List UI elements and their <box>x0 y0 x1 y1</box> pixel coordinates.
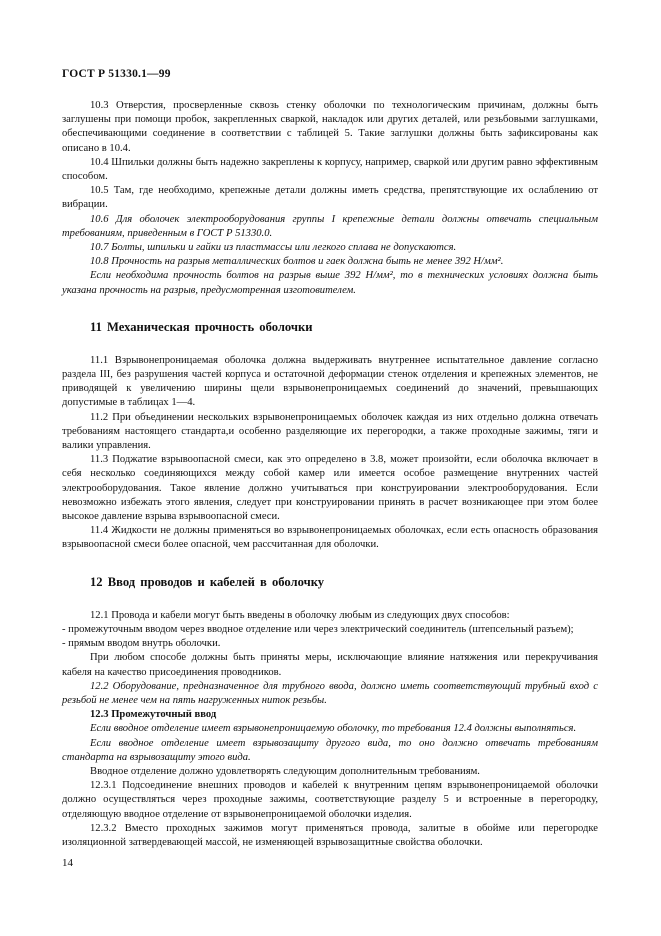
clause-10-4: 10.4 Шпильки должны быть надежно закреплены к корпусу, например, сваркой или другим равно эффективным способом. <box>62 156 598 183</box>
clause-11-3: 11.3 Поджатие взрывоопасной смеси, как это определено в 3.8, может произойти, если оболочка включает в себя несколько соединяющихся между собой камер или имеется особое размещение внутренних частей электрооборудования. Такое явление должно учитываться при конструировании электрооборудования. Если невозможно избежать этого явления, следует при конструировании принять в расчет возникающее при этом более высокое давление взрыва взрывоопасной смеси. <box>62 454 598 523</box>
page-number: 14 <box>62 857 73 869</box>
clause-12-2: 12.2 Оборудование, предназначенное для трубного ввода, должно иметь соответствующий трубный вход с резьбой не менее чем на пять нагруженных ниток резьбы. <box>62 680 598 706</box>
clause-12-3-2: 12.3.2 Вместо проходных зажимов могут применяться провода, залитые в обойме или перегородке изоляционной затвердевающей массой, не изменяющей взрывозащитные свойства оболочки. <box>62 822 598 848</box>
clause-10-3: 10.3 Отверстия, просверленные сквозь стенку оболочки по технологическим причинам, должны быть заглушены при помощи пробок, закрепленных сваркой, накладок или других деталей, или резьбовыми заглушками, обеспечивающими соединение в соответствии с таблицей 5. Такие заглушки должны быть зафиксированы как описано в 10.4. <box>62 100 598 154</box>
clause-11-4: 11.4 Жидкости не должны применяться во взрывонепроницаемых оболочках, если есть опасность образования взрывоопасной смеси более опасной, чем рассчитанная для оболочки. <box>62 525 598 551</box>
document-code: ГОСТ Р 51330.1—99 <box>62 68 171 80</box>
clause-12-1-item-1: - промежуточным вводом через вводное отделение или через электрический соединитель (штепсельный разъем); <box>62 623 574 635</box>
clause-12-3-para-2: Если вводное отделение имеет взрывозащиту другого вида, то оно должно отвечать требованиям стандарта на взрывозащиту этого вида. <box>62 737 598 763</box>
clause-10-6: 10.6 Для оболочек электрооборудования группы I крепежные детали должны отвечать специальным требованиям, приведенным в ГОСТ Р 51330.0. <box>62 213 598 239</box>
clause-12-1-item-2: - прямым вводом внутрь оболочки. <box>62 638 221 650</box>
clause-12-3-para-3: Вводное отделение должно удовлетворять следующим дополнительным требованиям. <box>90 765 480 777</box>
clause-11-2: 11.2 При объединении нескольких взрывонепроницаемых оболочек каждая из них отдельно должна отвечать требованиям настоящего стандарта,и особенно разделяющие их перегородки, а также проходные зажимы, тяги и валики управления. <box>62 411 598 452</box>
clause-10-5: 10.5 Там, где необходимо, крепежные детали должны иметь средства, препятствующие их ослаблению от вибрации. <box>62 185 598 211</box>
clause-10-8: 10.8 Прочность на разрыв металлических болтов и гаек должна быть не менее 392 Н/мм². <box>90 256 504 268</box>
clause-12-1: 12.1 Провода и кабели могут быть введены в оболочку любым из следующих двух способов: <box>90 609 510 621</box>
page-body <box>62 99 598 850</box>
clause-11-1: 11.1 Взрывонепроницаемая оболочка должна выдерживать внутреннее испытательное давление согласно раздела III, без разрушения частей корпуса и остаточной деформации стенок отделения и крепежных элементов, не приводящей к увеличению ширины щели взрывонепроницаемых соединений до значений, превышающих допустимые в таблицах 1—4. <box>62 354 598 409</box>
clause-12-3-title: 12.3 Промежуточный ввод <box>90 709 217 721</box>
section-12-heading: 12 Ввод проводов и кабелей в оболочку <box>90 574 325 589</box>
section-11-heading: 11 Механическая прочность оболочки <box>90 319 313 334</box>
clause-10-8-note: Если необходима прочность болтов на разрыв выше 392 Н/мм², то в технических условиях должна быть указана прочность на разрыв, предусмотренная изготовителем. <box>62 270 598 296</box>
clause-12-1-note: При любом способе должны быть приняты меры, исключающие влияние натяжения или перекручивания кабеля на качество присоединения проводников. <box>62 652 598 678</box>
clause-10-7: 10.7 Болты, шпильки и гайки из пластмассы или легкого сплава не допускаются. <box>90 242 457 254</box>
clause-12-3-1: 12.3.1 Подсоединение внешних проводов и кабелей к внутренним цепям взрывонепроницаемой оболочки должно осуществляться через проходные зажимы, соответствующие разделу 5 и встроенные в перегородку, отделяющую вводное отделение от взрывонепроницаемой оболочки изделия. <box>62 780 598 820</box>
clause-12-3-para-1: Если вводное отделение имеет взрывонепроницаемую оболочку, то требования 12.4 должны выполняться. <box>90 723 577 735</box>
